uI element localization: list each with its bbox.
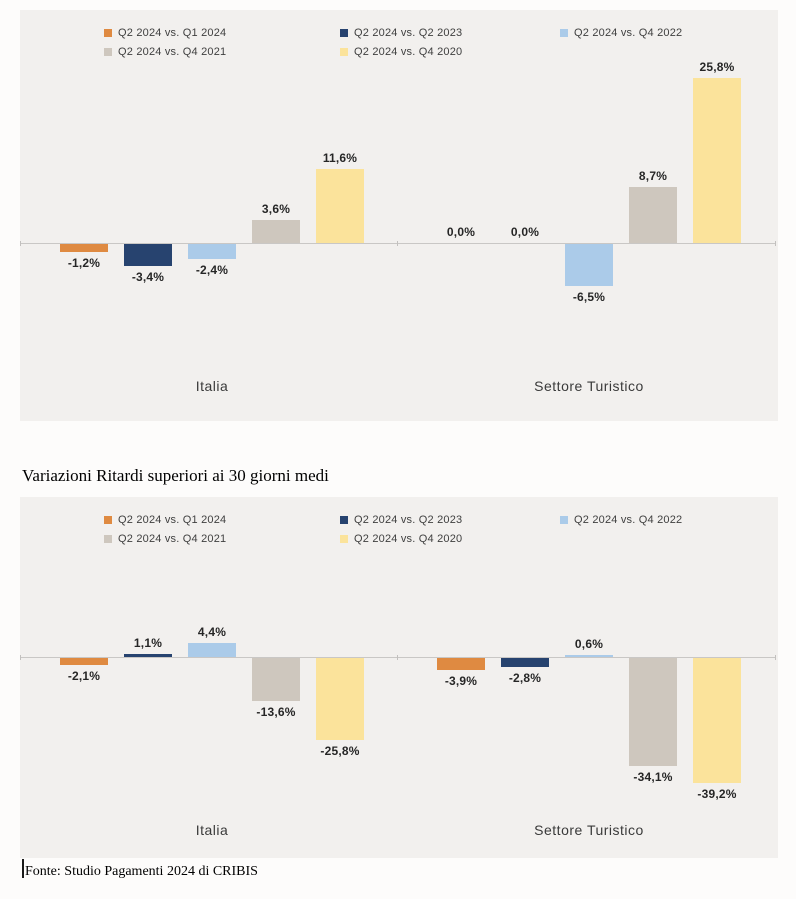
bar <box>188 643 236 657</box>
payment-delays-chart-top-panel <box>20 10 778 421</box>
axis-tick <box>397 655 398 660</box>
bar <box>124 654 172 657</box>
bar-value-label: 11,6% <box>322 151 358 165</box>
bar-value-label: 1,1% <box>133 636 163 650</box>
bar-value-label: -2,8% <box>508 671 542 685</box>
text-cursor <box>22 859 24 878</box>
chart-plot-area <box>20 10 778 421</box>
bar <box>188 244 236 259</box>
bar-value-label: -2,4% <box>195 263 229 277</box>
chart-plot-area <box>20 497 778 858</box>
bar-value-label: -34,1% <box>633 770 673 784</box>
bar <box>693 78 741 243</box>
section-title: Variazioni Ritardi superiori ai 30 giorni medi <box>22 466 329 485</box>
legend-item-label: Q2 2024 vs. Q2 2023 <box>354 514 463 526</box>
bar <box>693 658 741 783</box>
bar-value-label: 4,4% <box>197 625 227 639</box>
bar <box>565 244 613 286</box>
bar-value-label: -6,5% <box>572 290 606 304</box>
bar-value-label: -25,8% <box>320 744 360 758</box>
legend-item-label: Q2 2024 vs. Q4 2020 <box>354 46 463 58</box>
legend-item-label: Q2 2024 vs. Q4 2020 <box>354 533 463 545</box>
bar-value-label: -3,9% <box>444 674 478 688</box>
bar-value-label: 25,8% <box>699 60 735 74</box>
bar <box>316 658 364 740</box>
axis-tick <box>20 655 21 660</box>
category-label: Italia <box>195 822 229 838</box>
legend-item-label: Q2 2024 vs. Q2 2023 <box>354 27 463 39</box>
bar-value-label: 0,0% <box>446 225 476 239</box>
legend-item-label: Q2 2024 vs. Q1 2024 <box>118 27 227 39</box>
legend-item-label: Q2 2024 vs. Q1 2024 <box>118 514 227 526</box>
bar <box>252 220 300 243</box>
axis-tick <box>20 241 21 246</box>
legend-item-label: Q2 2024 vs. Q4 2021 <box>118 533 227 545</box>
bar <box>252 658 300 701</box>
bar-value-label: -2,1% <box>67 669 101 683</box>
bar-value-label: 0,0% <box>510 225 540 239</box>
bar <box>437 658 485 670</box>
axis-tick <box>775 241 776 246</box>
bar-value-label: -1,2% <box>67 256 101 270</box>
bar <box>60 658 108 665</box>
bar-value-label: -13,6% <box>256 705 296 719</box>
bar-value-label: 3,6% <box>261 202 291 216</box>
category-label: Settore Turistico <box>534 822 644 838</box>
legend-item-label: Q2 2024 vs. Q4 2022 <box>574 514 683 526</box>
bar <box>629 187 677 243</box>
axis-tick <box>775 655 776 660</box>
bar <box>316 169 364 243</box>
bar <box>565 655 613 657</box>
bar-value-label: -3,4% <box>131 270 165 284</box>
category-label: Settore Turistico <box>534 378 644 394</box>
axis-tick <box>397 241 398 246</box>
payment-delays-chart-bottom-panel <box>20 497 778 858</box>
source-note: Fonte: Studio Pagamenti 2024 di CRIBIS <box>25 864 258 879</box>
legend-item-label: Q2 2024 vs. Q4 2022 <box>574 27 683 39</box>
bar-value-label: 8,7% <box>638 169 668 183</box>
bar <box>124 244 172 266</box>
bar <box>629 658 677 766</box>
bar <box>60 244 108 252</box>
category-label: Italia <box>195 378 229 394</box>
legend-item-label: Q2 2024 vs. Q4 2021 <box>118 46 227 58</box>
bar-value-label: 0,6% <box>574 637 604 651</box>
bar <box>501 658 549 667</box>
bar-value-label: -39,2% <box>697 787 737 801</box>
